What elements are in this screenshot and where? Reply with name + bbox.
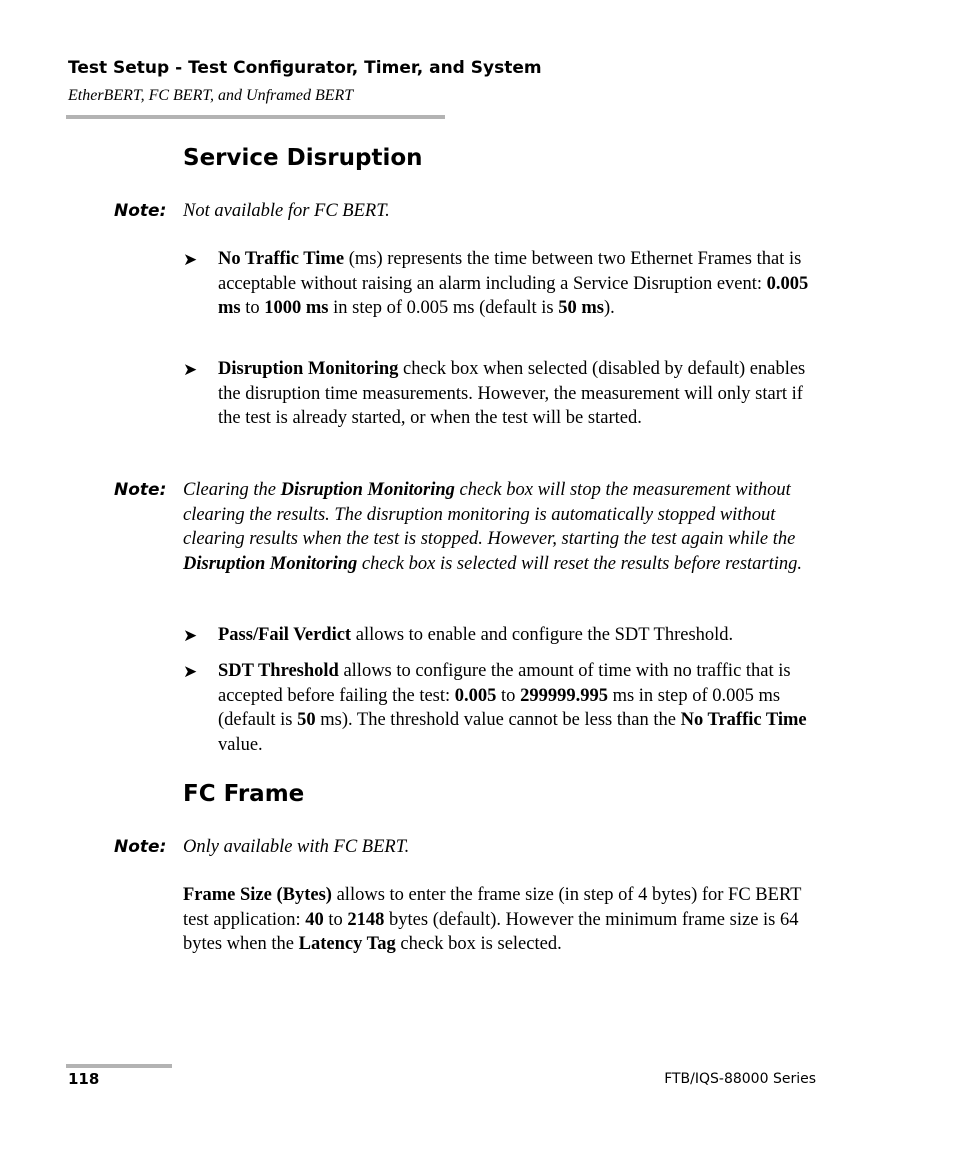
text: check box will stop the measurement without clearing the results. The disruption monitoring is automatically stopped without clearing results when the test is stopped. However, starting the test again while the: [183, 480, 796, 550]
term-frame-size: Frame Size (Bytes): [183, 885, 332, 905]
product-series: FTB/IQS-88000 Series: [664, 1071, 816, 1087]
text: ms in step of 0.005 ms (default is: [218, 685, 781, 731]
bullet-disruption-monitoring: [183, 357, 823, 431]
bullet-arrow-icon: ➤: [183, 626, 198, 645]
text: check box when selected (disabled by default) enables the disruption time measurements. However, the measurement will only start if the test is already started, or when the test will be started.: [218, 359, 806, 429]
text: value.: [218, 734, 263, 755]
header-rule: [66, 115, 445, 119]
term-no-traffic-time: No Traffic Time: [680, 710, 807, 731]
value-max: 2148: [347, 909, 385, 930]
term-no-traffic-time: No Traffic Time: [218, 249, 345, 269]
bullet-sdt-threshold: [183, 659, 823, 757]
bullet-pass-fail-verdict: [183, 623, 823, 648]
section-heading-service-disruption: Service Disruption: [183, 145, 423, 171]
text: Clearing the: [183, 480, 281, 500]
text: ms). The threshold value cannot be less than the: [315, 710, 681, 731]
value-default: 50 ms: [558, 298, 604, 319]
bullet-arrow-icon: ➤: [183, 360, 198, 379]
value-min: 0.005 ms: [218, 273, 809, 319]
text: check box is selected will reset the results before restarting.: [357, 553, 803, 574]
text: to: [240, 298, 265, 319]
text: to: [323, 909, 348, 930]
value-max: 1000 ms: [264, 298, 329, 319]
text: check box is selected.: [395, 934, 562, 955]
bullet-arrow-icon: ➤: [183, 662, 198, 681]
term-disruption-monitoring: Disruption Monitoring: [183, 553, 358, 574]
bullet-arrow-icon: ➤: [183, 250, 198, 269]
running-header-subtitle: EtherBERT, FC BERT, and Unframed BERT: [68, 87, 354, 104]
text: in step of 0.005 ms (default is: [328, 298, 559, 319]
running-header-title: Test Setup - Test Configurator, Timer, and System: [68, 58, 542, 78]
text: ).: [603, 298, 615, 319]
text: (ms) represents the time between two Ethernet Frames that is acceptable without raising an alarm including a Service Disruption event:: [218, 249, 802, 294]
page-number: 118: [68, 1070, 100, 1088]
note-label: Note:: [114, 480, 167, 500]
term-disruption-monitoring: Disruption Monitoring: [218, 359, 399, 379]
text: allows to enter the frame size (in step of 4 bytes) for FC BERT test application:: [183, 885, 802, 930]
value-min: 40: [305, 909, 324, 930]
term-sdt-threshold: SDT Threshold: [218, 661, 339, 681]
footer-rule: [66, 1064, 172, 1068]
value-max: 299999.995: [520, 685, 608, 706]
note-text: Not available for FC BERT.: [183, 201, 390, 221]
text: bytes (default). However the minimum frame size is 64 bytes when the: [183, 909, 799, 955]
paragraph-frame-size: [183, 883, 823, 957]
note-text-disruption: [183, 478, 823, 576]
value-default: 50: [297, 710, 316, 731]
section-heading-fc-frame: FC Frame: [183, 781, 305, 807]
note-text: Only available with FC BERT.: [183, 837, 410, 857]
note-label: Note:: [114, 201, 167, 221]
term-latency-tag: Latency Tag: [298, 934, 396, 955]
text: allows to configure the amount of time with no traffic that is accepted before failing the test:: [218, 661, 791, 706]
text: to: [496, 685, 521, 706]
term-pass-fail-verdict: Pass/Fail Verdict: [218, 625, 352, 645]
value-min: 0.005: [454, 685, 497, 706]
bullet-no-traffic-time: [183, 247, 823, 321]
note-label: Note:: [114, 837, 167, 857]
text: allows to enable and configure the SDT Threshold.: [351, 625, 734, 645]
term-disruption-monitoring: Disruption Monitoring: [280, 480, 455, 500]
